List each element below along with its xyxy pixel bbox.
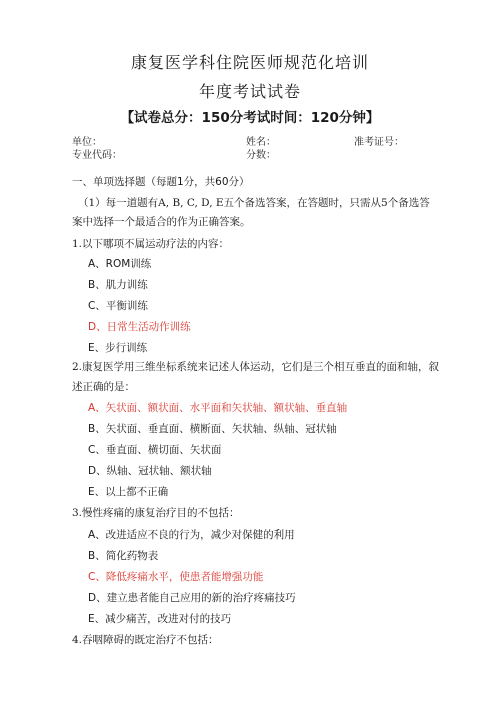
- question-3-option-b: B、简化药物表: [88, 550, 159, 562]
- instruction-line-2: 案中选择一个最适合的作为正确答案。: [72, 216, 251, 228]
- ticket-number-label: 准考证号：: [354, 137, 404, 148]
- question-2-stem-line-2: 述正确的是：: [72, 381, 135, 393]
- question-3-option-c-answer: C、降低疼痛水平，使患者能增强功能: [88, 571, 264, 583]
- score-time-line: 【试卷总分：150分考试时间：120分钟】: [120, 110, 380, 126]
- question-1-option-e: E、步行训练: [88, 342, 148, 354]
- score-label: 分数：: [246, 150, 276, 161]
- exam-title-line2: 年度考试试卷: [198, 82, 301, 101]
- question-3-stem: 3.慢性疼痛的康复治疗目的不包括：: [72, 507, 240, 519]
- instruction-line-1: （1）每一道题有A, B, C, D, E五个备选答案，在答题时，只需从5个备选答: [78, 197, 430, 209]
- question-4-stem: 4.吞咽障碍的既定治疗不包括：: [72, 634, 219, 646]
- question-1-stem: 1.以下哪项不属运动疗法的内容：: [72, 238, 230, 250]
- question-2-option-c: C、垂直面、横切面、矢状面: [88, 444, 222, 456]
- question-1-option-b: B、肌力训练: [88, 279, 148, 291]
- question-1-option-d-answer: D、日常生活动作训练: [88, 321, 191, 333]
- question-3-option-d: D、建立患者能自己应用的新的治疗疼痛技巧: [88, 592, 296, 604]
- question-3-option-a: A、改进适应不良的行为，减少对保健的利用: [88, 529, 295, 541]
- question-2-stem-line-1: 2.康复医学用三维坐标系统来记述人体运动，它们是三个相互垂直的面和轴，叙: [72, 361, 440, 373]
- question-1-option-a: A、ROM训练: [88, 258, 152, 270]
- major-code-label: 专业代码：: [72, 150, 122, 161]
- name-label: 姓名：: [246, 137, 276, 148]
- question-3-option-e: E、减少痛苦，改进对付的技巧: [88, 613, 232, 625]
- question-1-option-c: C、平衡训练: [88, 300, 148, 312]
- unit-label: 单位：: [72, 137, 102, 148]
- question-2-option-d: D、纵轴、冠状轴、额状轴: [88, 465, 212, 477]
- question-2-option-a-answer: A、矢状面、额状面、水平面和矢状轴、额状轴、垂直轴: [88, 402, 348, 414]
- exam-title-line1: 康复医学科住院医师规范化培训: [130, 53, 369, 72]
- question-2-option-e: E、以上都不正确: [88, 486, 169, 498]
- question-2-option-b: B、矢状面、垂直面、横断面、矢状轴、纵轴、冠状轴: [88, 423, 337, 435]
- section-title: 一、单项选择题（每题1分，共60分）: [72, 176, 250, 188]
